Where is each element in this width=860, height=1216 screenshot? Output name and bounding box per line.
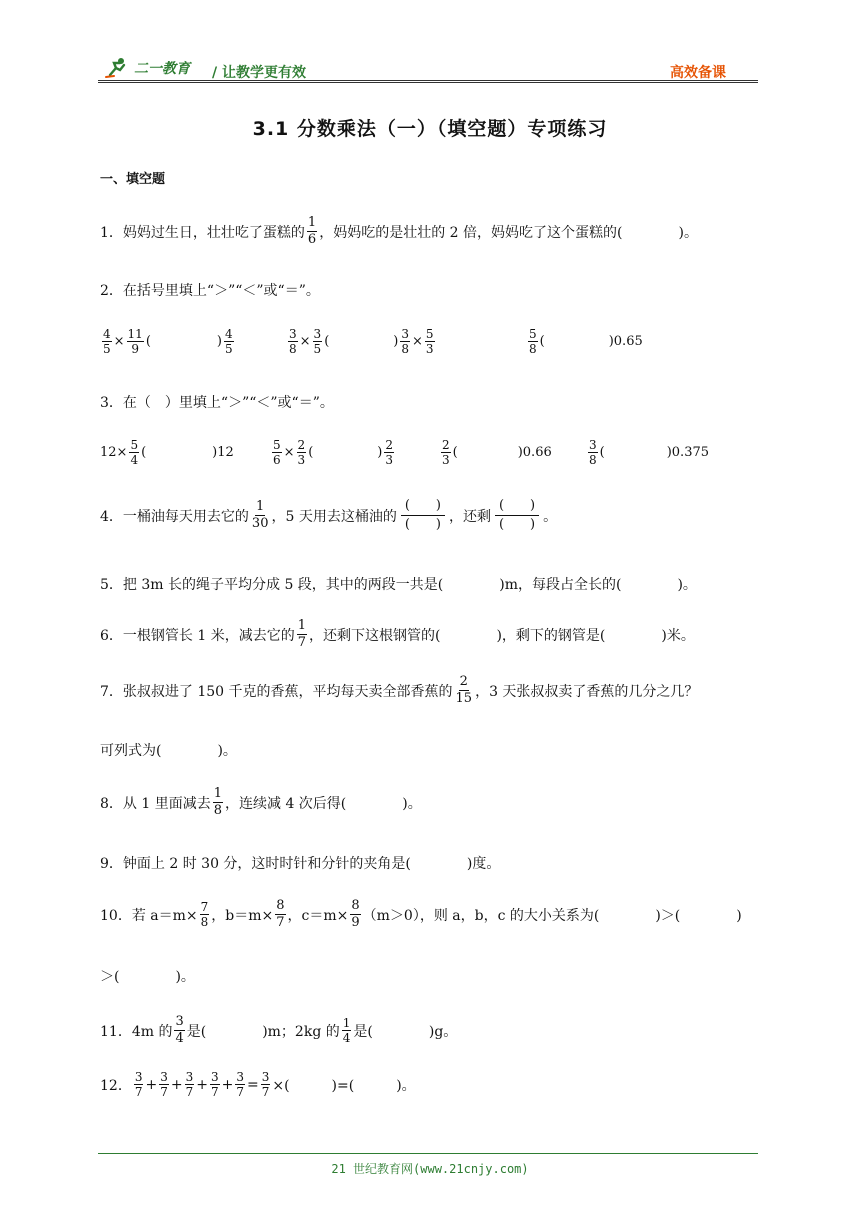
- fraction: 2 3: [442, 438, 450, 467]
- paren-close: ): [377, 445, 383, 460]
- q10-text-d: （m＞0），则 a，b，c 的大小关系为( )＞( ): [362, 907, 742, 924]
- paren-close-value: )0.375: [666, 445, 710, 460]
- q11-text-a: 11．4m 的: [100, 1023, 173, 1040]
- q6-text-b: ，还剩下这根钢管的( )，剩下的钢管是( )米。: [309, 627, 695, 644]
- fraction: $\frac{8}{7}$: [276, 898, 285, 930]
- q2-text: 2．在括号里填上“＞”“＜”或“＝”。: [100, 283, 320, 299]
- q11-text-c: 是( )g。: [353, 1023, 458, 1040]
- question-3: [100, 392, 334, 412]
- fraction: 3 7: [134, 1070, 143, 1099]
- runner-logo-icon: [104, 57, 130, 79]
- q10-text-e: ＞( )。: [100, 969, 195, 985]
- header-brand: 高效备课: [670, 65, 726, 81]
- q10-text-b: ，b＝m×: [211, 907, 274, 924]
- q8-text-b: ，连续减 4 次后得( )。: [225, 795, 422, 812]
- fraction: $\frac{3}{8}$: [401, 327, 409, 356]
- fraction: 1 30: [251, 499, 269, 531]
- fraction: 1 4: [342, 1016, 351, 1045]
- question-5: [100, 574, 697, 594]
- paren-open: (: [308, 445, 314, 460]
- question-10-cont: [100, 966, 195, 986]
- fraction: $\frac{8}{9}$: [351, 898, 360, 930]
- operator: +: [196, 1076, 208, 1093]
- question-4: [100, 497, 557, 534]
- fraction: 3 8: [589, 438, 597, 467]
- fraction: 1 8: [213, 786, 222, 818]
- q6-text-a: 6．一根钢管长 1 米，减去它的: [100, 627, 295, 644]
- paren-close-value: )0.66: [517, 445, 552, 460]
- q10-text-c: ，c＝m×: [287, 907, 349, 924]
- operator: +: [221, 1076, 234, 1093]
- q11-text-b: 是( )m；2kg 的: [186, 1023, 340, 1040]
- q7-text-b: ，3 天张叔叔卖了香蕉的几分之几？: [475, 683, 699, 700]
- fraction: 2 3: [385, 438, 393, 467]
- q12-prefix: 12．: [100, 1077, 132, 1094]
- fraction: $\frac{11}{9}$: [127, 327, 143, 356]
- paren-open: (: [452, 445, 458, 460]
- expr-prefix: 12×: [100, 445, 128, 460]
- q3-text: 3．在（ ）里填上“＞”“＜”或“＝”。: [100, 395, 334, 411]
- q1-text-b: ，妈妈吃的是壮壮的 2 倍，妈妈吃了这个蛋糕的(: [319, 224, 623, 241]
- paren-close: ): [393, 334, 399, 349]
- question-8: [100, 786, 422, 819]
- operator: ×: [113, 334, 125, 349]
- paren-close-value: )12: [212, 445, 234, 460]
- q1-text-a: 1．妈妈过生日，壮壮吃了蛋糕的: [100, 224, 305, 241]
- paren-open: (: [599, 445, 605, 460]
- question-12: [100, 1070, 416, 1099]
- q3-expr-1: [100, 438, 234, 467]
- fraction: $\frac{2}{3}$: [297, 438, 306, 467]
- fraction: $\frac{3}{7}$: [261, 1070, 270, 1099]
- q3-expr-3: [439, 438, 552, 467]
- fraction: $\frac{5}{6}$: [273, 438, 281, 467]
- q9-text: 9．钟面上 2 时 30 分，这时时针和分针的夹角是( )度。: [100, 856, 501, 872]
- fraction: $\frac{3}{7}$: [236, 1070, 244, 1099]
- paren-open: (: [141, 445, 147, 460]
- q3-expr-2: [270, 438, 396, 467]
- q7-text-a: 7．张叔叔进了 150 千克的香蕉，平均每天卖全部香蕉的: [100, 683, 453, 700]
- logo-text: 二一教育: [134, 61, 190, 77]
- fraction: $\frac{3}{7}$: [185, 1070, 194, 1099]
- footer-divider: [98, 1153, 758, 1154]
- fraction: 3 4: [175, 1014, 184, 1046]
- question-1: [100, 215, 698, 248]
- operator: ×: [411, 334, 423, 349]
- q4-text-b: ，5 天用去这桶油的: [271, 508, 397, 525]
- fraction: $\frac{3}{7}$: [210, 1070, 219, 1099]
- paren-open: (: [145, 334, 151, 349]
- blank-fraction[interactable]: ( ) ( ): [495, 497, 539, 534]
- footer-text: 21 世纪教育网(www.21cnjy.com): [331, 1162, 529, 1176]
- header-divider: [98, 80, 758, 81]
- q2-expr-3: [526, 327, 643, 356]
- q7-text-c: 可列式为( )。: [100, 743, 237, 759]
- operator: =: [246, 1076, 259, 1093]
- operator: ×: [299, 334, 311, 349]
- fraction: $\frac{7}{8}$: [200, 900, 209, 929]
- q12-text-end: ×( )=( )。: [272, 1077, 416, 1094]
- q1-text-c: )。: [678, 224, 698, 241]
- q4-text-a: 4．一桶油每天用去它的: [100, 508, 249, 525]
- fraction: 2 15: [455, 674, 473, 706]
- q4-text-d: 。: [543, 508, 558, 525]
- q2-expr-1: [100, 327, 236, 356]
- question-2: [100, 280, 320, 300]
- q2-expr-2: [286, 327, 437, 356]
- question-10: [100, 898, 742, 931]
- header-divider-2: [98, 82, 758, 83]
- fraction: 5 8: [529, 327, 537, 356]
- page-title: 3.1 分数乘法（一）（填空题）专项练习: [252, 118, 608, 140]
- fraction: $\frac{3}{8}$: [289, 327, 297, 356]
- operator: +: [170, 1076, 183, 1093]
- q3-expr-4: [586, 438, 709, 467]
- header-slogan: / 让教学更有效: [212, 65, 306, 81]
- logo: [104, 56, 190, 80]
- fraction: $\frac{3}{7}$: [160, 1070, 168, 1099]
- question-7-cont: [100, 740, 237, 760]
- paren-open: (: [324, 334, 330, 349]
- paren-open: (: [539, 334, 545, 349]
- fraction: $\frac{3}{5}$: [313, 327, 322, 356]
- q5-text: 5．把 3m 长的绳子平均分成 5 段，其中的两段一共是( )m，每段占全长的( )。: [100, 577, 697, 593]
- fraction: 1 7: [297, 618, 306, 650]
- operator: +: [145, 1076, 158, 1093]
- paren-close: ): [216, 334, 222, 349]
- q8-text-a: 8．从 1 里面减去: [100, 795, 211, 812]
- fraction: $\frac{4}{5}$: [103, 327, 111, 356]
- fraction: $\frac{5}{4}$: [130, 438, 139, 467]
- question-11: [100, 1014, 457, 1047]
- blank-fraction[interactable]: ( ) ( ): [401, 497, 445, 534]
- fraction: 1 6: [307, 215, 317, 247]
- question-6: [100, 618, 695, 651]
- question-7: [100, 674, 698, 707]
- fraction: 4 5: [224, 327, 233, 356]
- question-9: [100, 853, 500, 873]
- q4-text-c: ，还剩: [448, 508, 491, 525]
- fraction: $\frac{5}{3}$: [425, 327, 434, 356]
- q10-text-a: 10．若 a＝m×: [100, 907, 198, 924]
- operator: ×: [283, 445, 295, 460]
- paren-close-value: )0.65: [608, 334, 643, 349]
- section-heading: 一、填空题: [100, 172, 166, 187]
